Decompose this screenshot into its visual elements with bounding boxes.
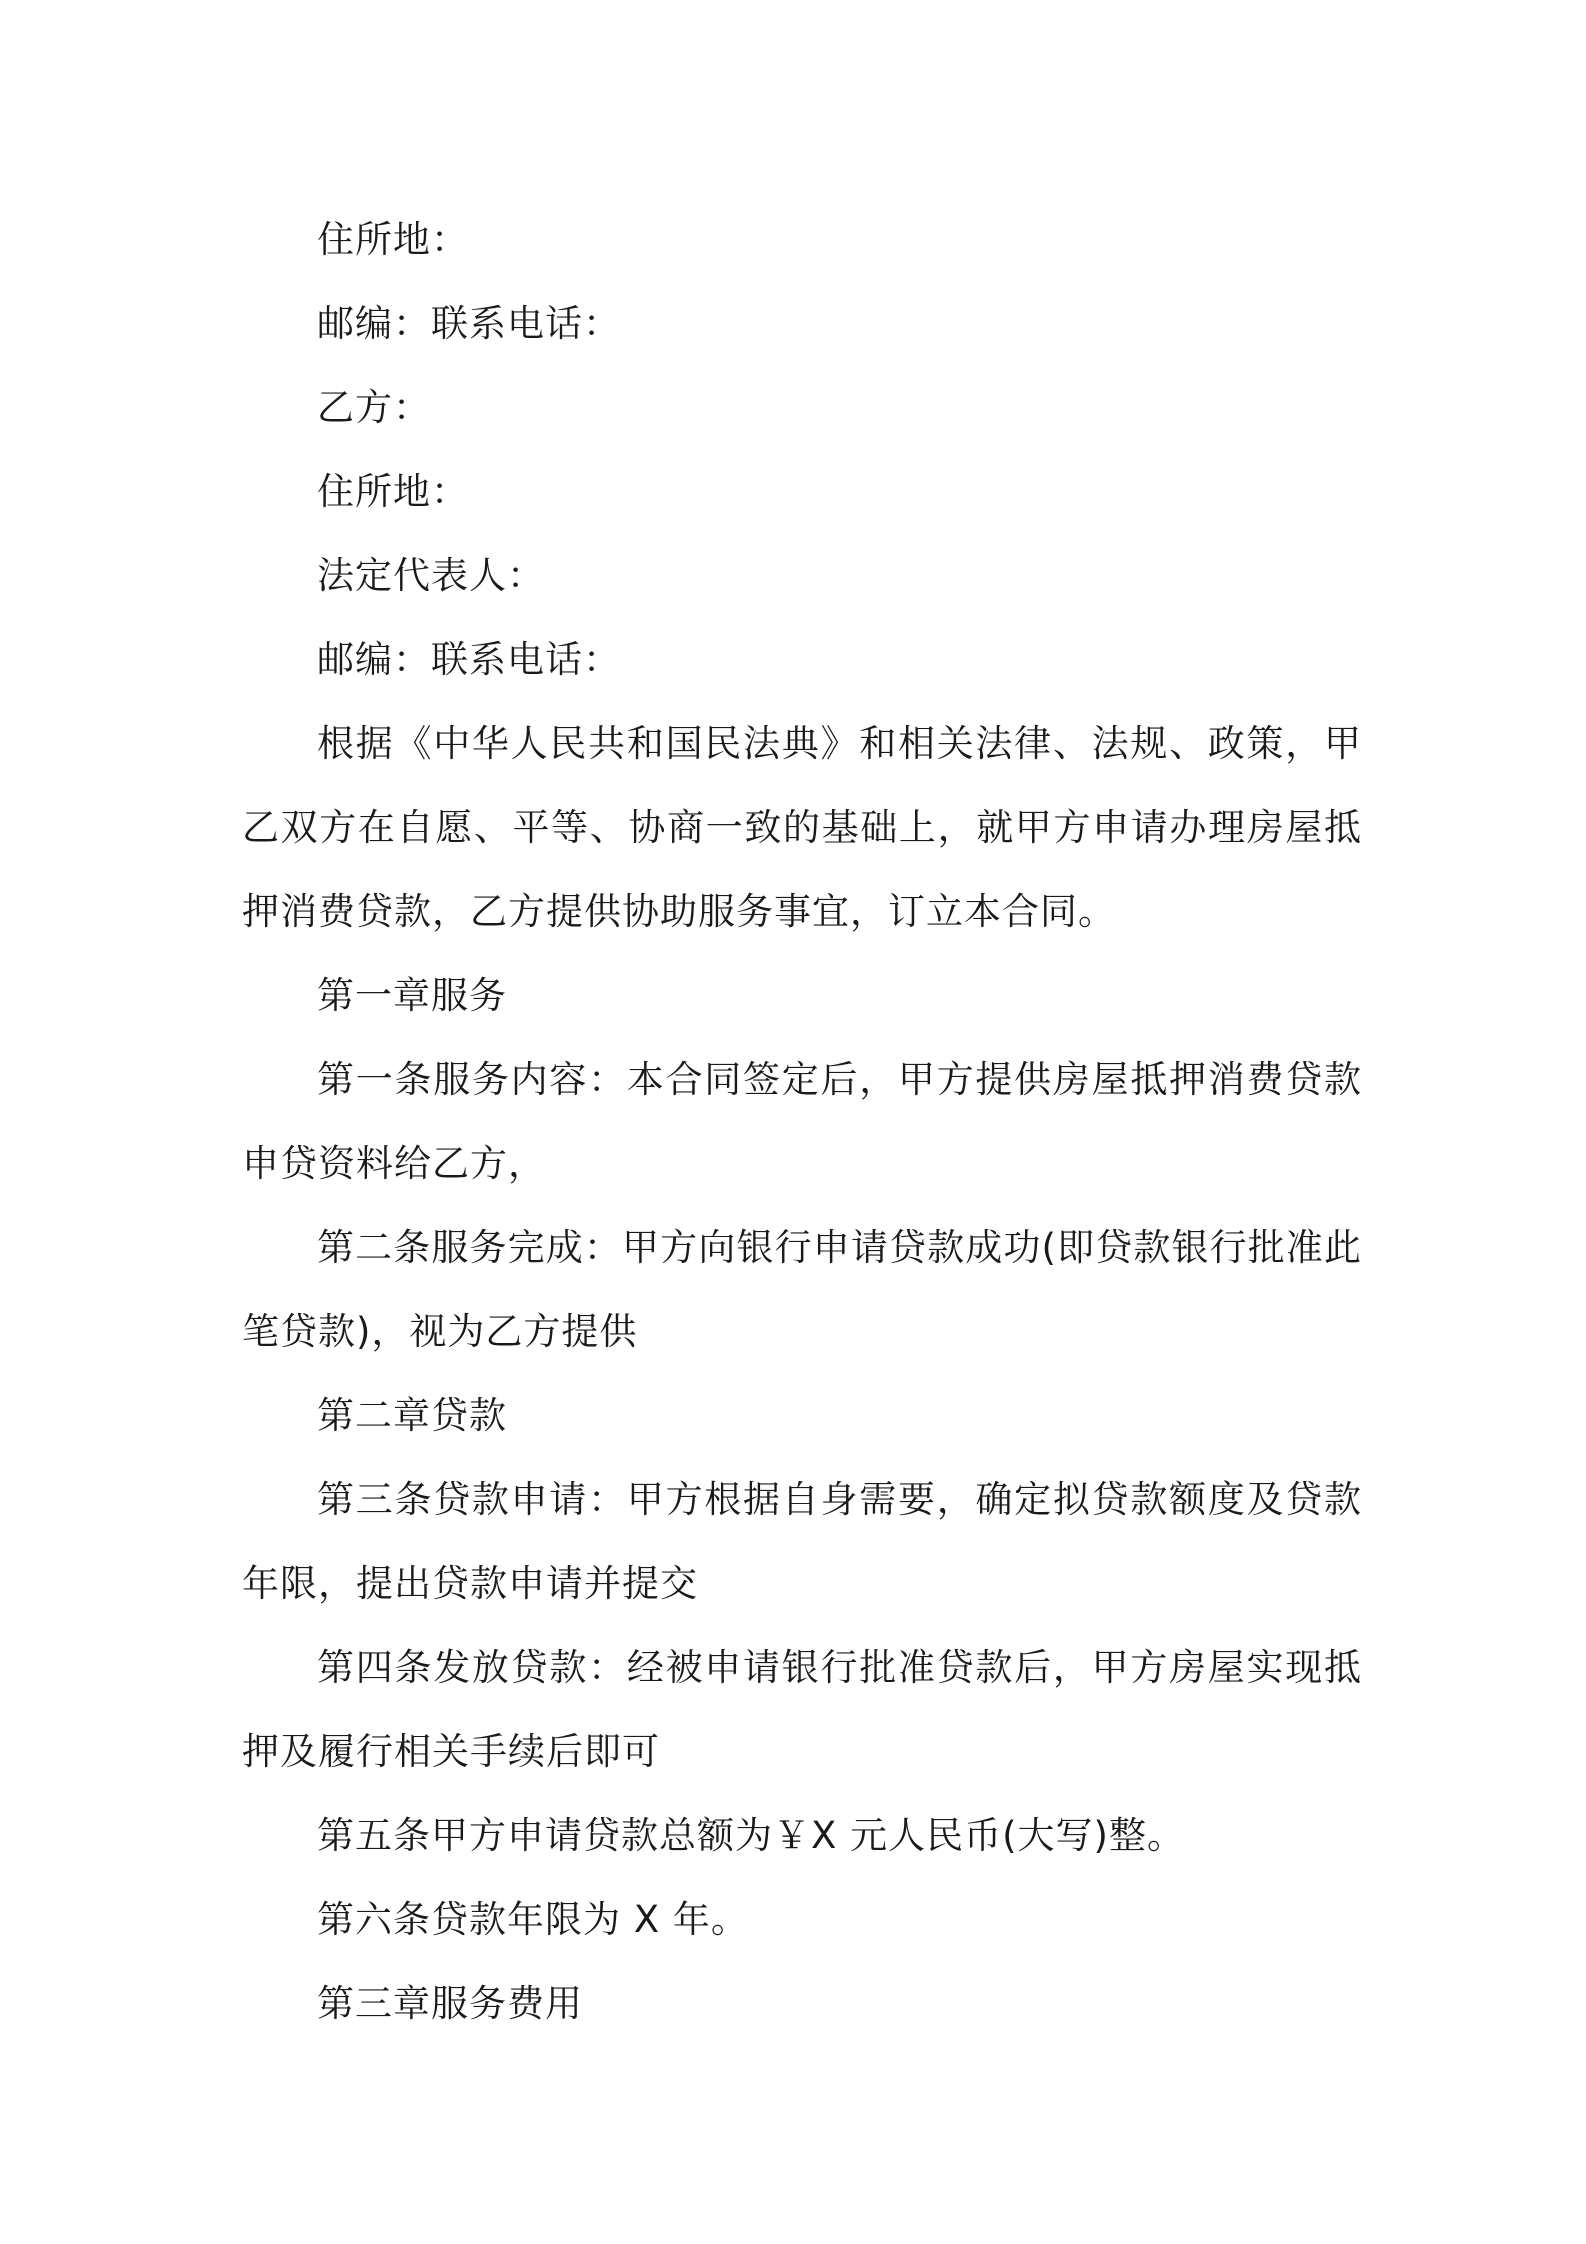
chapter-3-heading: 第三章服务费用: [317, 1982, 583, 2025]
party-a-address: 住所地：: [317, 218, 469, 261]
party-b-label: 乙方：: [317, 386, 431, 429]
party-a-postcode-phone: 邮编：联系电话：: [317, 302, 621, 345]
document-body: [242, 198, 1362, 2046]
article-3: 第三条贷款申请：甲方根据自身需要，确定拟贷款额度及贷款年限，提出贷款申请并提交: [242, 1478, 1362, 1605]
article-4: 第四条发放贷款：经被申请银行批准贷款后，甲方房屋实现抵押及履行相关手续后即可: [242, 1646, 1362, 1773]
chapter-1-heading: 第一章服务: [317, 974, 507, 1017]
preamble-paragraph: 根据《中华人民共和国民法典》和相关法律、法规、政策，甲乙双方在自愿、平等、协商一致的基础上，就甲方申请办理房屋抵押消费贷款，乙方提供协助服务事宜，订立本合同。: [242, 722, 1362, 933]
chapter-2-heading: 第二章贷款: [317, 1394, 507, 1437]
article-1: 第一条服务内容：本合同签定后，甲方提供房屋抵押消费贷款申贷资料给乙方，: [242, 1058, 1362, 1185]
party-b-legal-representative: 法定代表人：: [317, 554, 545, 597]
article-2: 第二条服务完成：甲方向银行申请贷款成功(即贷款银行批准此笔贷款)，视为乙方提供: [242, 1226, 1362, 1353]
article-5: 第五条甲方申请贷款总额为￥X 元人民币(大写)整。: [317, 1814, 1185, 1857]
article-6: 第六条贷款年限为 X 年。: [317, 1898, 749, 1941]
party-b-address: 住所地：: [317, 470, 469, 513]
party-b-postcode-phone: 邮编：联系电话：: [317, 638, 621, 681]
